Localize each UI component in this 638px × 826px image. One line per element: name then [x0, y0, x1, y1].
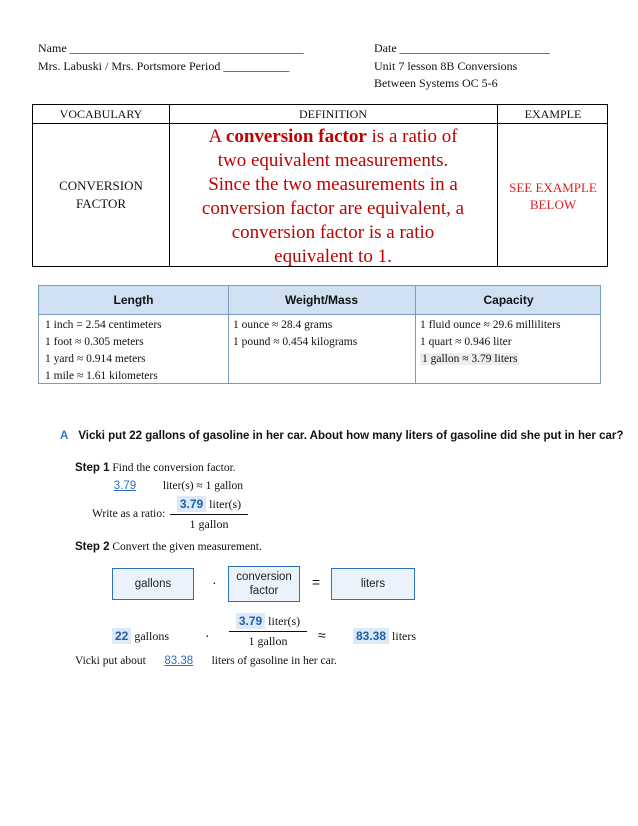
step2-heading: Step 2 Convert the given measurement.: [75, 541, 262, 553]
vocabulary-table: [32, 104, 608, 267]
step1-answer: 3.79: [113, 480, 137, 492]
ratio-label: Write as a ratio:: [92, 508, 166, 520]
unit-title-line1: Unit 7 lesson 8B Conversions: [374, 59, 518, 73]
conversion-factor-box: conversion factor: [228, 566, 300, 602]
gallon-row: 1 gallon ≈ 3.79 liters: [422, 353, 518, 365]
approx-sign: ≈: [318, 627, 326, 643]
conversion-table: [38, 285, 601, 384]
unit-title-line2: Between Systems OC 5-6: [374, 76, 498, 90]
length-header: Length: [113, 293, 154, 307]
definition-col-header: DEFINITION: [299, 107, 367, 121]
example-question: A Vicki put 22 gallons of gasoline in her car. About how many liters of gasoline did she put in her car?: [60, 430, 624, 442]
calc-multiply-dot: ·: [205, 627, 210, 643]
equals-sign: =: [312, 574, 321, 590]
capacity-header: Capacity: [483, 293, 534, 307]
liters-box: liters: [331, 568, 415, 600]
vocab-term: CONVERSION FACTOR: [59, 178, 143, 211]
example-col-header: EXAMPLE: [524, 107, 582, 121]
capacity-list: 1 fluid ounce ≈ 29.6 milliliters 1 quart ≈ 0.946 liter 1 gallon ≈ 3.79 liters: [420, 319, 561, 365]
date-line[interactable]: Date _________________________: [374, 41, 550, 55]
definition-text: A conversion factor is a ratio of two equivalent measurements. Since the two measurements in a conversion factor are equivalent, a conversion factor is a ratio equivalent to 1.: [201, 126, 465, 267]
gallons-box: gallons: [112, 568, 194, 600]
length-list: 1 inch = 2.54 centimeters 1 foot ≈ 0.305 meters 1 yard ≈ 0.914 meters 1 mile ≈ 1.61 kilometers: [45, 319, 162, 382]
multiply-dot: ·: [212, 574, 217, 590]
ratio-fraction: 3.79 liter(s) 1 gallon: [170, 497, 248, 532]
name-line[interactable]: Name _______________________________________: [38, 41, 304, 55]
step1-answer-line: 3.79 liter(s) ≈ 1 gallon: [90, 480, 243, 492]
teacher-period-line[interactable]: Mrs. Labuski / Mrs. Portsmore Period ___________: [38, 59, 290, 73]
vocab-col-header: VOCABULARY: [59, 107, 143, 121]
final-answer: 83.38: [164, 655, 194, 667]
calc-fraction: 3.79 liter(s) 1 gallon: [229, 614, 307, 649]
weight-list: 1 ounce ≈ 28.4 grams 1 pound ≈ 0.454 kilograms: [233, 319, 358, 348]
calc-gallons: 22 gallons: [112, 629, 169, 644]
weight-header: Weight/Mass: [284, 293, 359, 307]
example-note: SEE EXAMPLE BELOW: [509, 180, 597, 212]
calc-result: 83.38 liters: [353, 629, 416, 644]
example-label: A: [60, 430, 69, 442]
step1-heading: Step 1 Find the conversion factor.: [75, 462, 236, 474]
final-sentence: Vicki put about 83.38 liters of gasoline in her car.: [75, 655, 337, 667]
